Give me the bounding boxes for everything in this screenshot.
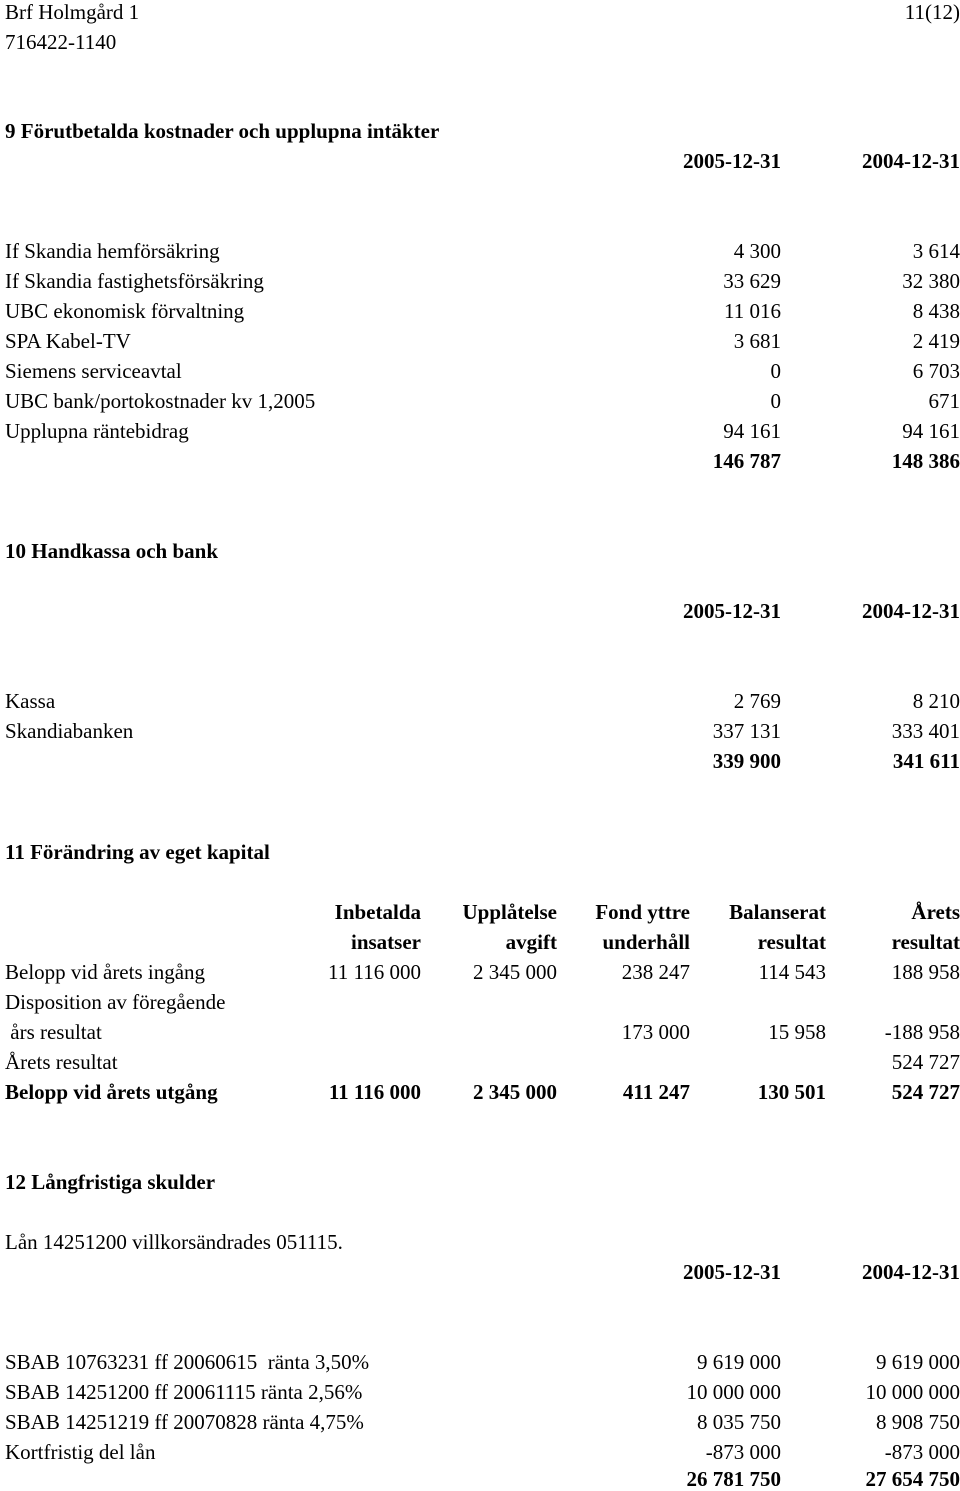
s12-row-value-2004: 8 908 750 (876, 1410, 960, 1434)
equity-header-col3-line2: underhåll (602, 930, 690, 954)
s9-row-value-2004: 94 161 (902, 419, 960, 443)
s9-row-value-2005: 4 300 (733, 239, 781, 263)
equity-cell: 15 958 (768, 1020, 826, 1044)
equity-header-col1-line2: insatser (351, 930, 421, 954)
equity-cell: 173 000 (621, 1020, 690, 1044)
s10-row-value-2005: 2 769 (733, 689, 781, 713)
s10-row-label: Skandiabanken (5, 719, 134, 743)
equity-cell: 238 247 (621, 960, 690, 984)
s12-row-label: SBAB 14251200 ff 20061115 ränta 2,56% (5, 1380, 363, 1404)
s12-row-label: SBAB 10763231 ff 20060615 ränta 3,50% (5, 1350, 370, 1374)
org-name: Brf Holmgård 1 (5, 0, 140, 24)
s12-row-value-2005: 8 035 750 (697, 1410, 781, 1434)
equity-row-label: Årets resultat (5, 1050, 118, 1074)
section-10-title: 10 Handkassa och bank (5, 539, 219, 563)
s9-row-value-2004: 8 438 (912, 299, 960, 323)
s12-row-value-2004: -873 000 (884, 1440, 960, 1464)
s9-row-value-2004: 3 614 (912, 239, 960, 263)
equity-cell: 114 543 (758, 960, 826, 984)
s10-row-value-2004: 333 401 (891, 719, 960, 743)
s9-row-value-2004: 32 380 (902, 269, 960, 293)
equity-cell: 524 727 (891, 1080, 960, 1104)
equity-cell: 11 116 000 (328, 960, 421, 984)
s9-row-label: Siemens serviceavtal (5, 359, 182, 383)
s12-row-value-2005: 10 000 000 (686, 1380, 781, 1404)
equity-header-col5-line2: resultat (891, 930, 960, 954)
s10-row-label: Kassa (5, 689, 56, 713)
s9-row-label: Upplupna räntebidrag (5, 419, 189, 443)
s9-row-value-2005: 33 629 (723, 269, 781, 293)
equity-row-label: Belopp vid årets utgång (5, 1080, 218, 1104)
s10-col1-header: 2005-12-31 (683, 599, 781, 623)
org-number: 716422-1140 (5, 30, 117, 54)
s9-total-2005: 146 787 (712, 449, 781, 473)
section-11-title: 11 Förändring av eget kapital (5, 840, 270, 864)
s12-row-value-2004: 10 000 000 (865, 1380, 960, 1404)
equity-cell: 411 247 (622, 1080, 690, 1104)
s9-row-value-2005: 11 016 (724, 299, 781, 323)
s9-col2-header: 2004-12-31 (862, 149, 960, 173)
s9-row-value-2005: 3 681 (733, 329, 781, 353)
s9-row-value-2005: 94 161 (723, 419, 781, 443)
s12-row-value-2005: -873 000 (705, 1440, 781, 1464)
equity-cell: -188 958 (884, 1020, 960, 1044)
s9-row-value-2005: 0 (770, 359, 781, 383)
equity-row-label-cont: års resultat (5, 1020, 102, 1044)
s9-row-value-2004: 671 (928, 389, 960, 413)
equity-header-col4-line2: resultat (757, 930, 826, 954)
section-9-title: 9 Förutbetalda kostnader och upplupna intäkter (5, 119, 440, 143)
equity-header-col2-line2: avgift (505, 930, 557, 954)
s9-row-label: If Skandia fastighetsförsäkring (5, 269, 264, 293)
equity-header-col5-line1: Årets (911, 900, 960, 924)
s12-col2-header: 2004-12-31 (862, 1260, 960, 1284)
s9-row-label: SPA Kabel-TV (5, 329, 131, 353)
s12-note: Lån 14251200 villkorsändrades 051115. (5, 1230, 343, 1254)
s10-col2-header: 2004-12-31 (862, 599, 960, 623)
s9-row-value-2005: 0 (770, 389, 781, 413)
s9-row-value-2004: 2 419 (912, 329, 960, 353)
s9-row-label: UBC ekonomisk förvaltning (5, 299, 245, 323)
s12-total-2004: 27 654 750 (865, 1467, 960, 1491)
equity-row-label: Disposition av föregående (5, 990, 226, 1014)
equity-header-col3-line1: Fond yttre (595, 900, 690, 924)
s12-row-label: SBAB 14251219 ff 20070828 ränta 4,75% (5, 1410, 364, 1434)
s10-row-value-2004: 8 210 (912, 689, 960, 713)
s9-row-value-2004: 6 703 (912, 359, 960, 383)
equity-header-col2-line1: Upplåtelse (462, 900, 557, 924)
s9-row-label: UBC bank/portokostnader kv 1,2005 (5, 389, 316, 413)
s10-total-2005: 339 900 (712, 749, 781, 773)
equity-row-label: Belopp vid årets ingång (5, 960, 206, 984)
equity-header-col1-line1: Inbetalda (334, 900, 421, 924)
s9-total-2004: 148 386 (891, 449, 960, 473)
equity-cell: 2 345 000 (473, 1080, 557, 1104)
page-number: 11(12) (904, 0, 960, 24)
equity-cell: 188 958 (891, 960, 960, 984)
s9-col1-header: 2005-12-31 (683, 149, 781, 173)
s10-total-2004: 341 611 (892, 749, 960, 773)
s9-row-label: If Skandia hemförsäkring (5, 239, 220, 263)
s12-col1-header: 2005-12-31 (683, 1260, 781, 1284)
s12-row-value-2005: 9 619 000 (697, 1350, 781, 1374)
equity-cell: 130 501 (757, 1080, 826, 1104)
s10-row-value-2005: 337 131 (712, 719, 781, 743)
section-12-title: 12 Långfristiga skulder (5, 1170, 216, 1194)
s12-row-label: Kortfristig del lån (5, 1440, 156, 1464)
equity-header-col4-line1: Balanserat (729, 900, 826, 924)
equity-cell: 11 116 000 (328, 1080, 421, 1104)
equity-cell: 524 727 (891, 1050, 960, 1074)
s12-row-value-2004: 9 619 000 (876, 1350, 960, 1374)
s12-total-2005: 26 781 750 (686, 1467, 781, 1491)
equity-cell: 2 345 000 (473, 960, 557, 984)
